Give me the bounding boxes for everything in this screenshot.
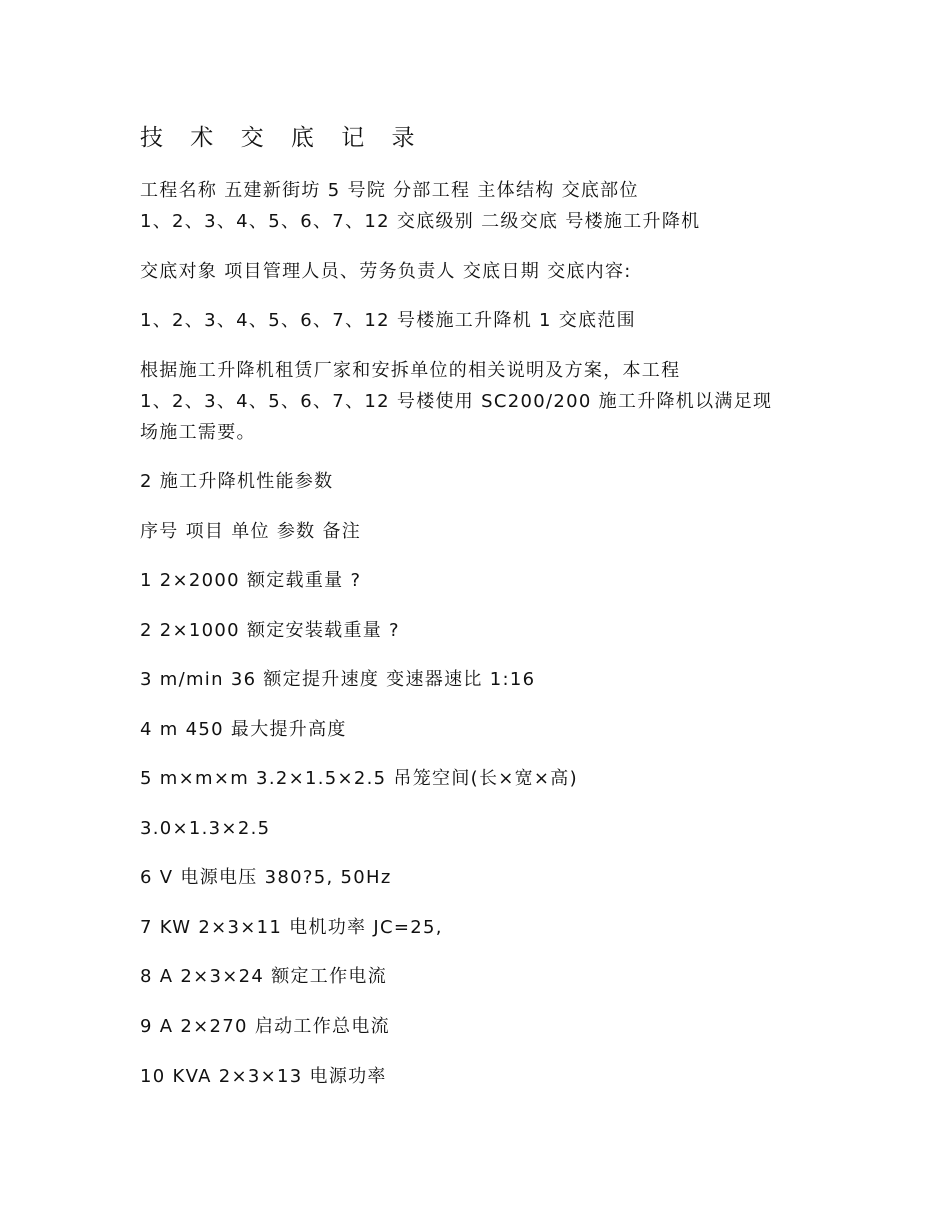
project-info-line: 工程名称 五建新街坊 5 号院 分部工程 主体结构 交底部位 (140, 180, 639, 201)
table-row: 7 KW 2×3×11 电机功率 JC=25, (140, 917, 443, 938)
scope-paragraph-line-3: 场施工需要。 (140, 422, 256, 443)
document-title: 技 术 交 底 记 录 (140, 125, 425, 151)
scope-paragraph-line-2: 1、2、3、4、5、6、7、12 号楼使用 SC200/200 施工升降机以满足现 (140, 391, 773, 412)
section-1-heading: 1、2、3、4、5、6、7、12 号楼施工升降机 1 交底范围 (140, 310, 636, 331)
section-2-heading: 2 施工升降机性能参数 (140, 471, 334, 492)
table-row: 9 A 2×270 启动工作总电流 (140, 1016, 390, 1037)
table-row: 2 2×1000 额定安装载重量 ? (140, 620, 400, 641)
table-row: 1 2×2000 额定载重量 ? (140, 570, 362, 591)
scope-paragraph-line-1: 根据施工升降机租赁厂家和安拆单位的相关说明及方案，本工程 (140, 360, 681, 381)
table-header-row: 序号 项目 单位 参数 备注 (140, 521, 362, 542)
table-row: 8 A 2×3×24 额定工作电流 (140, 966, 388, 987)
table-row: 6 V 电源电压 380?5, 50Hz (140, 867, 392, 888)
table-row: 3 m/min 36 额定提升速度 变速器速比 1:16 (140, 669, 536, 690)
table-row-continuation: 3.0×1.3×2.5 (140, 818, 271, 839)
table-row: 10 KVA 2×3×13 电源功率 (140, 1066, 387, 1087)
disclosure-level-line: 1、2、3、4、5、6、7、12 交底级别 二级交底 号楼施工升降机 (140, 211, 701, 232)
table-row: 4 m 450 最大提升高度 (140, 719, 347, 740)
table-row: 5 m×m×m 3.2×1.5×2.5 吊笼空间(长×宽×高) (140, 768, 578, 789)
disclosure-target-line: 交底对象 项目管理人员、劳务负责人 交底日期 交底内容: (140, 261, 632, 282)
